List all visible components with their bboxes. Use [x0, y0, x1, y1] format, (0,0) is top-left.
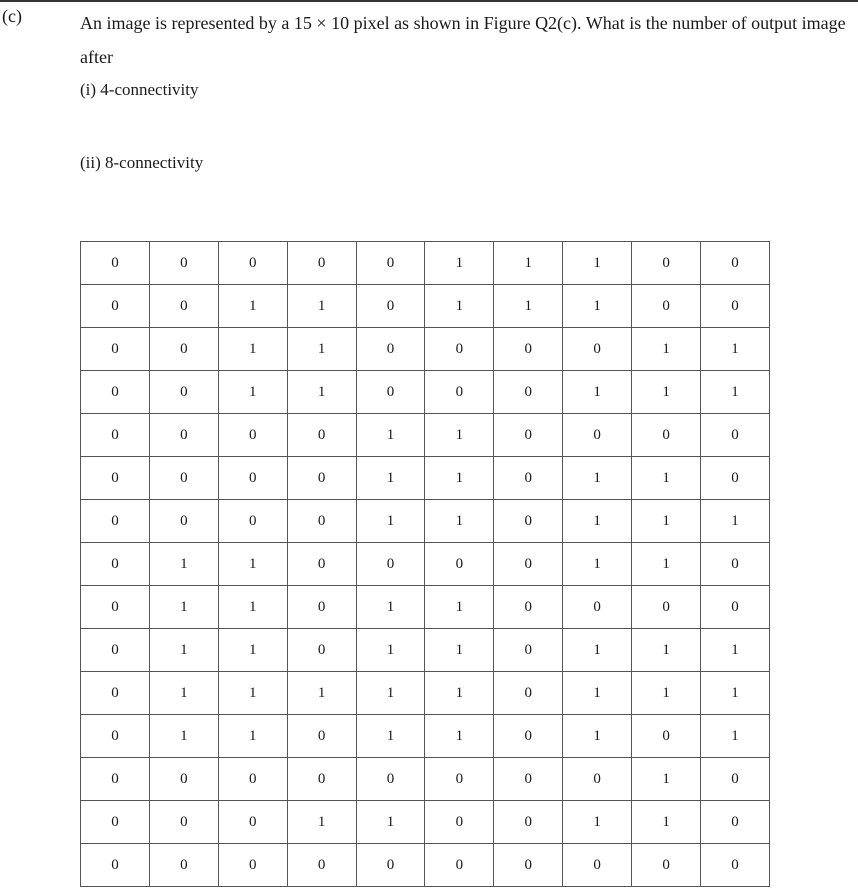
- pixel-grid: [80, 241, 770, 887]
- pixel-cell: 0: [356, 758, 425, 801]
- pixel-cell: 1: [149, 543, 218, 586]
- question-part-ii: (ii) 8-connectivity: [80, 153, 204, 172]
- pixel-cell: 1: [149, 672, 218, 715]
- pixel-cell: 1: [218, 371, 287, 414]
- pixel-cell: 0: [81, 844, 150, 887]
- pixel-cell: 1: [356, 715, 425, 758]
- question-part-i: (i) 4-connectivity: [80, 80, 199, 99]
- pixel-cell: 1: [287, 801, 356, 844]
- pixel-cell: 0: [81, 586, 150, 629]
- pixel-cell: 1: [218, 629, 287, 672]
- pixel-cell: 0: [149, 844, 218, 887]
- pixel-cell: 0: [701, 285, 770, 328]
- grid-row: [81, 543, 770, 586]
- pixel-cell: 1: [287, 371, 356, 414]
- pixel-cell: 0: [149, 758, 218, 801]
- pixel-cell: 1: [632, 457, 701, 500]
- pixel-cell: 0: [632, 586, 701, 629]
- pixel-cell: 1: [563, 543, 632, 586]
- pixel-cell: 0: [494, 844, 563, 887]
- top-rule: [0, 0, 858, 2]
- pixel-cell: 0: [701, 758, 770, 801]
- pixel-cell: 0: [632, 715, 701, 758]
- pixel-cell: 0: [494, 758, 563, 801]
- pixel-cell: 0: [425, 543, 494, 586]
- pixel-cell: 1: [632, 500, 701, 543]
- pixel-cell: 1: [632, 371, 701, 414]
- pixel-cell: 0: [494, 586, 563, 629]
- pixel-cell: 1: [149, 715, 218, 758]
- pixel-cell: 0: [632, 242, 701, 285]
- pixel-cell: 1: [563, 285, 632, 328]
- pixel-cell: 0: [218, 500, 287, 543]
- grid-row: [81, 500, 770, 543]
- pixel-cell: 1: [494, 242, 563, 285]
- grid-row: [81, 672, 770, 715]
- pixel-cell: 0: [356, 328, 425, 371]
- pixel-cell: 1: [425, 242, 494, 285]
- pixel-cell: 0: [701, 586, 770, 629]
- pixel-cell: 0: [494, 629, 563, 672]
- pixel-cell: 0: [149, 500, 218, 543]
- pixel-cell: 1: [563, 672, 632, 715]
- pixel-cell: 0: [701, 457, 770, 500]
- pixel-cell: 0: [425, 758, 494, 801]
- pixel-cell: 1: [149, 586, 218, 629]
- pixel-cell: 0: [563, 758, 632, 801]
- pixel-cell: 0: [81, 371, 150, 414]
- pixel-cell: 0: [81, 328, 150, 371]
- pixel-cell: 1: [425, 629, 494, 672]
- pixel-cell: 1: [563, 500, 632, 543]
- pixel-cell: 0: [563, 414, 632, 457]
- pixel-cell: 0: [287, 457, 356, 500]
- pixel-cell: 0: [149, 414, 218, 457]
- pixel-cell: 0: [218, 242, 287, 285]
- pixel-cell: 0: [81, 242, 150, 285]
- pixel-cell: 0: [218, 457, 287, 500]
- pixel-cell: 1: [632, 543, 701, 586]
- grid-row: [81, 758, 770, 801]
- pixel-cell: 1: [356, 457, 425, 500]
- grid-row: [81, 242, 770, 285]
- pixel-cell: 0: [81, 672, 150, 715]
- pixel-cell: 1: [425, 457, 494, 500]
- pixel-cell: 0: [425, 371, 494, 414]
- grid-row: [81, 328, 770, 371]
- pixel-cell: 0: [425, 844, 494, 887]
- pixel-cell: 0: [494, 543, 563, 586]
- pixel-cell: 0: [218, 801, 287, 844]
- pixel-cell: 0: [494, 672, 563, 715]
- pixel-cell: 1: [218, 715, 287, 758]
- pixel-cell: 0: [494, 801, 563, 844]
- pixel-cell: 0: [356, 285, 425, 328]
- pixel-cell: 0: [149, 457, 218, 500]
- pixel-cell: 1: [701, 371, 770, 414]
- pixel-cell: 0: [701, 801, 770, 844]
- pixel-cell: 1: [425, 715, 494, 758]
- pixel-cell: 0: [494, 328, 563, 371]
- pixel-cell: 1: [218, 586, 287, 629]
- pixel-cell: 0: [149, 801, 218, 844]
- pixel-cell: 1: [701, 629, 770, 672]
- pixel-cell: 1: [563, 801, 632, 844]
- pixel-cell: 0: [287, 500, 356, 543]
- pixel-cell: 0: [563, 586, 632, 629]
- pixel-cell: 0: [494, 371, 563, 414]
- grid-row: [81, 801, 770, 844]
- pixel-cell: 0: [287, 414, 356, 457]
- pixel-cell: 1: [701, 672, 770, 715]
- pixel-cell: 0: [632, 844, 701, 887]
- grid-row: [81, 844, 770, 887]
- pixel-cell: 1: [287, 328, 356, 371]
- grid-row: [81, 629, 770, 672]
- pixel-cell: 0: [563, 328, 632, 371]
- grid-row: [81, 285, 770, 328]
- pixel-cell: 0: [632, 285, 701, 328]
- pixel-cell: 1: [632, 758, 701, 801]
- pixel-cell: 1: [218, 328, 287, 371]
- pixel-cell: 0: [701, 242, 770, 285]
- pixel-cell: 0: [149, 242, 218, 285]
- pixel-cell: 0: [494, 457, 563, 500]
- pixel-cell: 0: [218, 844, 287, 887]
- pixel-cell: 0: [81, 414, 150, 457]
- pixel-cell: 1: [356, 586, 425, 629]
- pixel-cell: 0: [149, 328, 218, 371]
- pixel-cell: 1: [494, 285, 563, 328]
- pixel-cell: 1: [632, 801, 701, 844]
- pixel-cell: 0: [287, 586, 356, 629]
- question-label: (c): [2, 6, 22, 26]
- pixel-cell: 0: [81, 457, 150, 500]
- pixel-cell: 1: [425, 285, 494, 328]
- pixel-cell: 0: [149, 285, 218, 328]
- pixel-cell: 1: [563, 371, 632, 414]
- pixel-cell: 0: [81, 500, 150, 543]
- pixel-cell: 0: [356, 543, 425, 586]
- pixel-cell: 0: [701, 844, 770, 887]
- pixel-cell: 0: [149, 371, 218, 414]
- pixel-cell: 0: [494, 414, 563, 457]
- pixel-cell: 0: [494, 500, 563, 543]
- pixel-cell: 0: [356, 242, 425, 285]
- grid-row: [81, 414, 770, 457]
- pixel-cell: 1: [425, 500, 494, 543]
- grid-row: [81, 457, 770, 500]
- pixel-cell: 0: [287, 758, 356, 801]
- pixel-cell: 0: [287, 543, 356, 586]
- pixel-cell: 1: [218, 543, 287, 586]
- pixel-cell: 0: [287, 629, 356, 672]
- pixel-cell: 1: [356, 629, 425, 672]
- pixel-grid-body: [81, 242, 770, 887]
- pixel-cell: 0: [494, 715, 563, 758]
- pixel-cell: 0: [287, 242, 356, 285]
- pixel-cell: 0: [81, 715, 150, 758]
- grid-row: [81, 586, 770, 629]
- pixel-cell: 1: [632, 672, 701, 715]
- pixel-cell: 1: [632, 328, 701, 371]
- pixel-cell: 1: [356, 672, 425, 715]
- grid-row: [81, 371, 770, 414]
- pixel-cell: 0: [81, 758, 150, 801]
- question-text: An image is represented by a 15 × 10 pixel as shown in Figure Q2(c). What is the number of output image after: [80, 13, 846, 67]
- pixel-cell: 1: [287, 285, 356, 328]
- pixel-cell: 1: [425, 586, 494, 629]
- pixel-cell: 1: [563, 715, 632, 758]
- pixel-cell: 1: [563, 629, 632, 672]
- pixel-cell: 1: [218, 285, 287, 328]
- pixel-cell: 0: [287, 715, 356, 758]
- pixel-cell: 1: [701, 328, 770, 371]
- pixel-cell: 1: [563, 242, 632, 285]
- pixel-cell: 1: [632, 629, 701, 672]
- pixel-cell: 1: [425, 414, 494, 457]
- pixel-cell: 0: [356, 844, 425, 887]
- pixel-cell: 1: [287, 672, 356, 715]
- pixel-cell: 1: [356, 414, 425, 457]
- pixel-cell: 0: [632, 414, 701, 457]
- pixel-cell: 0: [563, 844, 632, 887]
- pixel-cell: 0: [701, 414, 770, 457]
- pixel-cell: 0: [81, 629, 150, 672]
- pixel-cell: 0: [218, 758, 287, 801]
- pixel-cell: 0: [81, 285, 150, 328]
- pixel-cell: 0: [287, 844, 356, 887]
- pixel-cell: 0: [81, 801, 150, 844]
- pixel-cell: 1: [356, 500, 425, 543]
- pixel-cell: 1: [563, 457, 632, 500]
- pixel-cell: 0: [218, 414, 287, 457]
- pixel-cell: 0: [81, 543, 150, 586]
- grid-row: [81, 715, 770, 758]
- pixel-cell: 0: [701, 543, 770, 586]
- pixel-cell: 0: [425, 801, 494, 844]
- pixel-cell: 1: [356, 801, 425, 844]
- pixel-cell: 1: [701, 500, 770, 543]
- pixel-cell: 1: [701, 715, 770, 758]
- pixel-cell: 1: [425, 672, 494, 715]
- pixel-cell: 1: [218, 672, 287, 715]
- pixel-cell: 0: [425, 328, 494, 371]
- pixel-cell: 0: [356, 371, 425, 414]
- pixel-cell: 1: [149, 629, 218, 672]
